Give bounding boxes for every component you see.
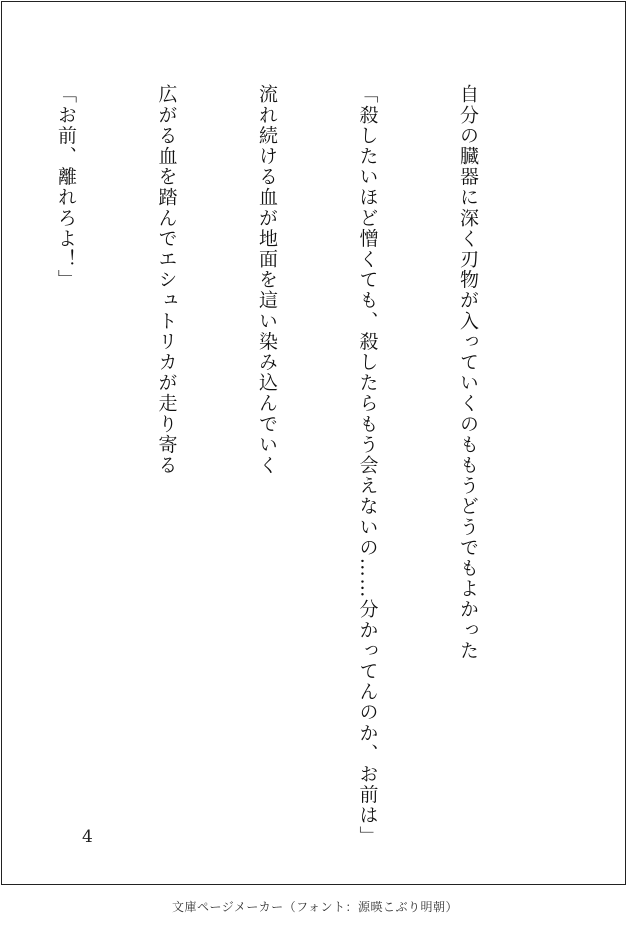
footer-credit: 文庫ページメーカー（フォント：源暎こぶり明朝） <box>171 900 459 914</box>
page-number: 4 <box>82 827 93 847</box>
text-line: 広がる血を踏んでエシュトリカが走り寄る <box>155 84 178 476</box>
text-line: 「お前、離れろよ！」 <box>55 84 77 290</box>
text-line: 自分の臓器に深く刃物が入っていくのももうどうでもよかった <box>457 84 479 661</box>
text-line: 「殺したいほど憎くても、殺したらもう会えないの……分かってんのか、お前は」 <box>356 84 379 847</box>
text-line: 流れ続ける血が地面を這い染み込んでいく <box>256 84 278 476</box>
page-frame <box>1 1 626 885</box>
vertical-text-body <box>0 84 551 847</box>
